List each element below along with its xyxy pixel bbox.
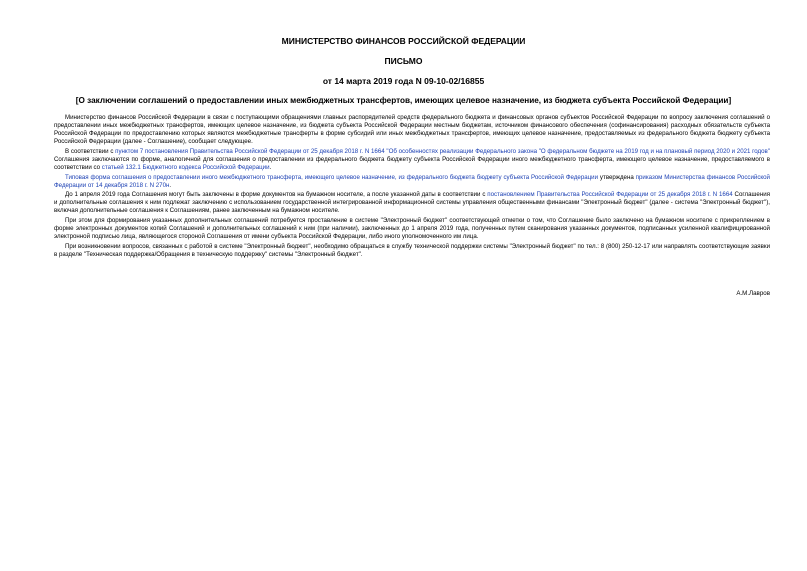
paragraph-4-text-b: Соглашения и дополнительные соглашения к ним подлежат заключению с использованием государственной интегрированной информационной системы управления общественными финансами "Электронный бюджет" (далее - система "Электронный бюджет"), включая дополнительные соглашения к Соглашениям, ранее заключенным на бумажном носителе.: [54, 191, 770, 215]
link-decree-1664[interactable]: постановлением Правительства Российской Федерации от 25 декабря 2018 г. N 1664: [487, 191, 733, 199]
paragraph-2-text-b: Соглашения заключаются по форме, аналогичной для соглашения о предоставлении из федерального бюджета бюджету субъекта Российской Федерации иного межбюджетного трансферта, имеющего целевое назначение, предоставляемого в соответствии со: [54, 155, 770, 171]
paragraph-3-text-b: .: [169, 181, 172, 189]
link-budget-code-article[interactable]: статьей 132.1 Бюджетного кодекса Российской Федерации: [101, 163, 270, 171]
paragraph-2: [54, 148, 770, 172]
date-number-line: от 14 марта 2019 года N 09-10-02/16855: [322, 76, 485, 86]
paragraph-1: Министерство финансов Российской Федерации в связи с поступающими обращениями главных распорядителей средств федерального бюджета и финансовых органов субъектов Российской Федерации по вопросу заключения соглашений о предоставлении иных межбюджетных трансфертов, имеющих целевое назначение, из бюджета субъекта Российской Федерации местным бюджетам, источником финансового обеспечения (софинансирования) расходных обязательств субъекта Российской Федерации по предоставлению которых являются межбюджетные трансферты в форме субсидий или иных межбюджетных трансфертов, имеющих целевое назначение, предоставляемых из федерального бюджета бюджету субъекта Российской Федерации (далее - Соглашение), сообщает следующее.: [54, 114, 770, 146]
paragraph-5: При этом для формирования указанных дополнительных соглашений потребуется проставление в системе "Электронный бюджет" соответствующей отметки о том, что Соглашение было заключено на бумажном носителе с прикреплением в форме электронных документов копий Соглашений и дополнительных соглашений к ним (при наличии), заключенных до 1 апреля 2019 года, полученных путем сканирования указанных документов, подписанных усиленной квалифицированной электронной подписью лица, являющегося стороной Соглашения от имени субъекта Российской Федерации, либо иного уполномоченного им лица.: [54, 216, 770, 241]
paragraph-3-text-a: утверждена: [598, 173, 636, 181]
paragraph-4-text-a: До 1 апреля 2019 года Соглашения могут быть заключены в форме документов на бумажном носителе, а после указанной даты в соответствии с: [65, 191, 488, 199]
paragraph-2-text-c: .: [269, 163, 272, 171]
letter-body: [54, 114, 770, 260]
document-type: ПИСЬМО: [384, 56, 423, 66]
link-decree-1664-point-7[interactable]: пунктом 7 постановления Правительства Российской Федерации от 25 декабря 2018 г. N 1664 "Об особенностях реализации Федерального закона "О федеральном бюджете на 2019 год и на плановый период 2020 и 2021 годов": [115, 147, 770, 155]
paragraph-2-text-a: В соответствии с: [65, 147, 116, 155]
link-standard-agreement-form[interactable]: Типовая форма соглашения о предоставлении иного межбюджетного трансферта, имеющего целевое назначение, из федерального бюджета бюджету субъекта Российской Федерации: [65, 173, 599, 181]
link-minfin-order-270n[interactable]: приказом Министерства финансов Российской Федерации от 14 декабря 2018 г. N 270н: [54, 173, 770, 189]
paragraph-3: [54, 174, 770, 190]
ministry-heading: МИНИСТЕРСТВО ФИНАНСОВ РОССИЙСКОЙ ФЕДЕРАЦИИ: [281, 36, 526, 46]
paragraph-4: [54, 191, 770, 215]
document-subject: [О заключении соглашений о предоставлении иных межбюджетных трансфертов, имеющих целевое назначение, из бюджета субъекта Российской Федерации]: [75, 96, 732, 105]
paragraph-6: При возникновении вопросов, связанных с работой в системе "Электронный бюджет", необходимо обращаться в службу технической поддержки системы "Электронный бюджет" по тел.: 8 (800) 250-12-17 или направлять соответствующие заявки в разделе "Техническая поддержка/Обращения в техническую поддержку" системы "Электронный бюджет".: [54, 242, 770, 258]
signature: А.М.Лавров: [736, 290, 770, 297]
